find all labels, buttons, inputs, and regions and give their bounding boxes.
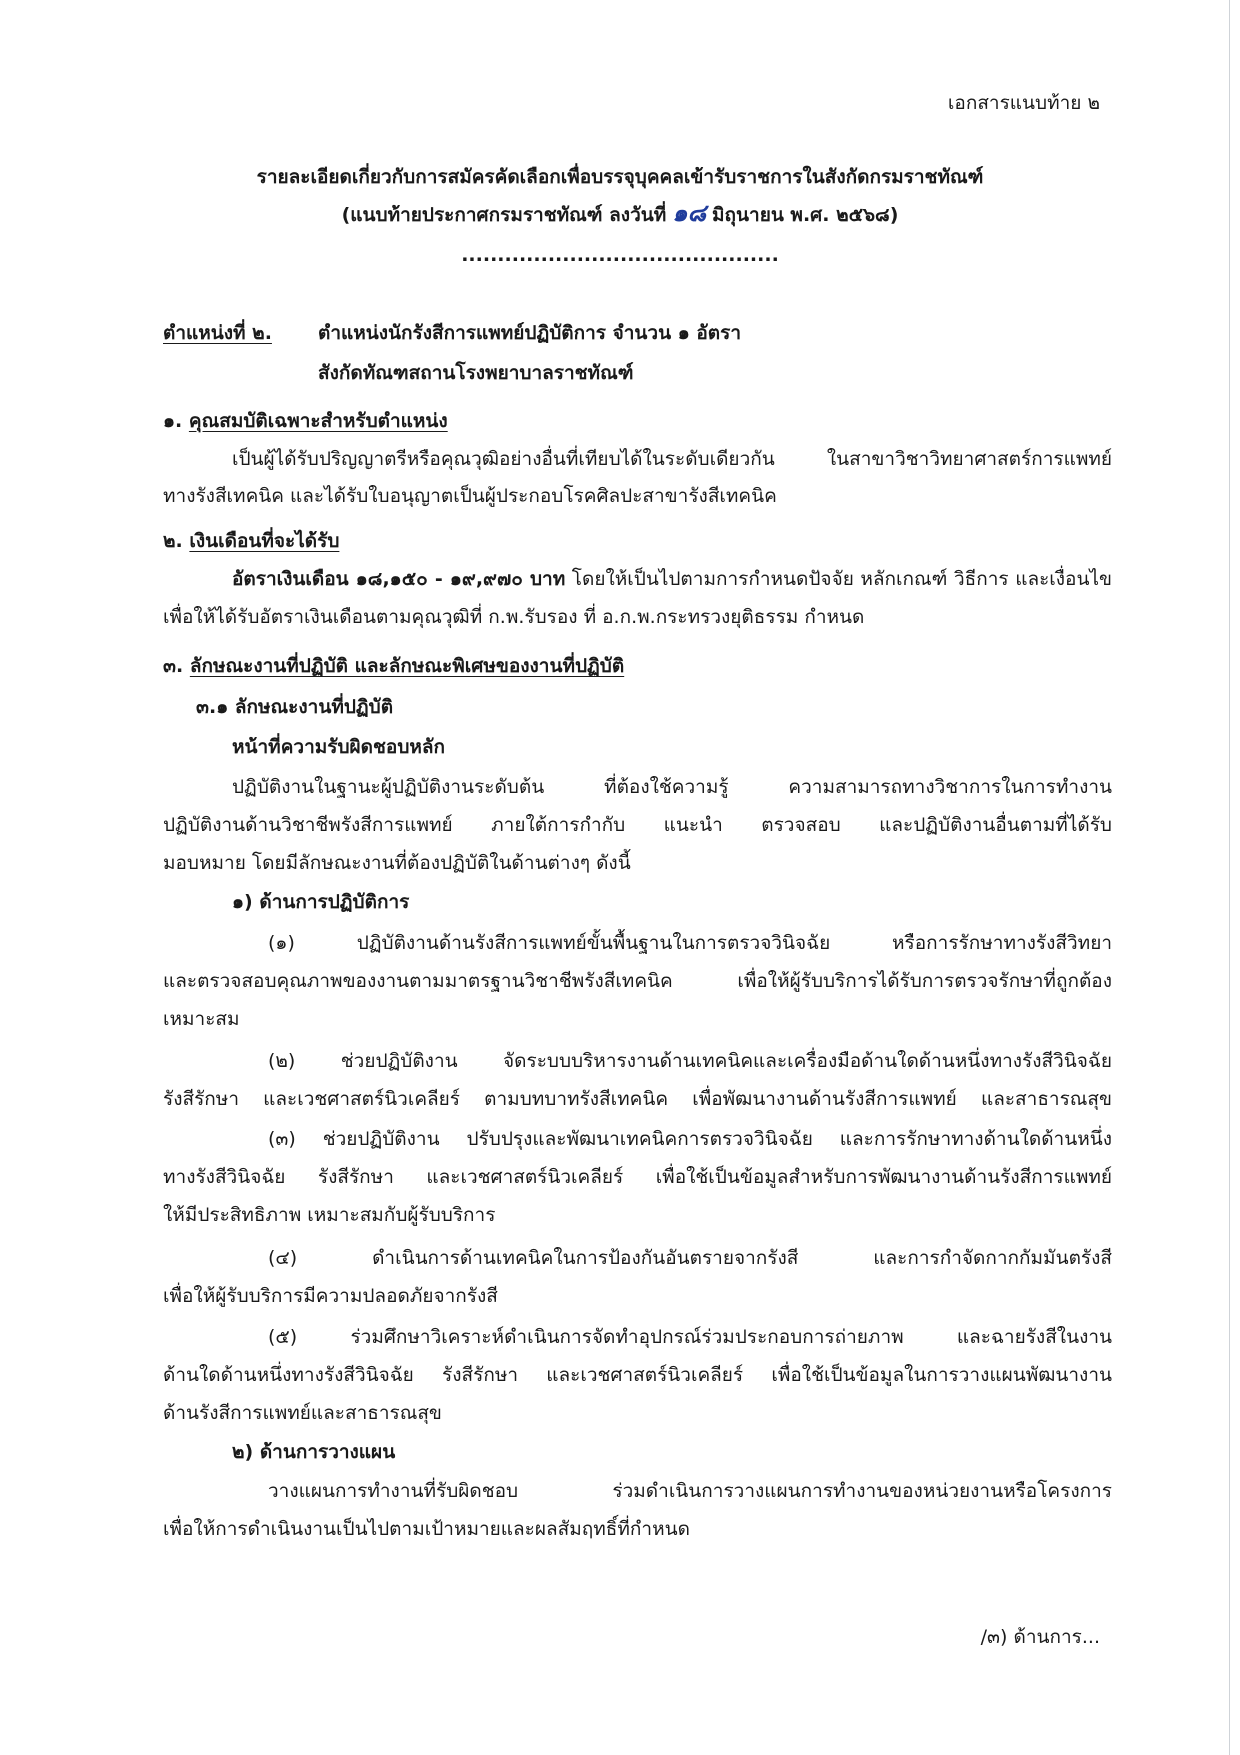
sec3-num: ๓. xyxy=(163,655,184,677)
plan-line-2: เพื่อให้การดำเนินงานเป็นไปตามเป้าหมายและผลสัมฤทธิ์ที่กำหนด xyxy=(163,1518,690,1540)
title-suffix: มิถุนายน พ.ศ. ๒๕๖๘) xyxy=(712,204,899,226)
sec2-line-2: เพื่อให้ได้รับอัตราเงินเดือนตามคุณวุฒิที่ ก.พ.รับรอง ที่ อ.ก.พ.กระทรวงยุติธรรม กำหนด xyxy=(163,606,865,628)
item3-line-3: ให้มีประสิทธิภาพ เหมาะสมกับผู้รับบริการ xyxy=(163,1204,496,1226)
sec3-heading xyxy=(163,651,624,681)
intro-line-1: ปฏิบัติงานในฐานะผู้ปฏิบัติงานระดับต้น ที่ต้องใช้ความรู้ ความสามารถทางวิชาการในการทำงาน xyxy=(232,776,1112,798)
position-label: ตำแหน่งที่ ๒. xyxy=(163,322,272,344)
salary-condition: โดยให้เป็นไปตามการกำหนดปัจจัย หลักเกณฑ์ วิธีการ และเงื่อนไข xyxy=(571,568,1113,590)
item5-line-3: ด้านรังสีการแพทย์และสาธารณสุข xyxy=(163,1402,442,1424)
item1-line-2: และตรวจสอบคุณภาพของงานตามมาตรฐานวิชาชีพรังสีเทคนิค เพื่อให้ผู้รับบริการได้รับการตรวจรักษาที่ถูกต้อง xyxy=(163,970,1112,992)
sec3-1-heading: ๓.๑ ลักษณะงานที่ปฏิบัติ xyxy=(196,696,394,718)
area2-heading: ๒) ด้านการวางแผน xyxy=(232,1441,396,1463)
sec1-num: ๑. xyxy=(163,410,183,432)
annex-label: เอกสารแนบท้าย ๒ xyxy=(947,92,1100,114)
sec2-line-1 xyxy=(232,564,1112,594)
title-prefix: (แนบท้ายประกาศกรมราชทัณฑ์ ลงวันที่ xyxy=(341,204,667,226)
title-line-2 xyxy=(0,198,1240,230)
handwritten-date: ๑๘ xyxy=(672,198,707,227)
sec2-title: เงินเดือนที่จะได้รับ xyxy=(189,530,340,552)
sec2-heading xyxy=(163,526,339,556)
item2-line-1: (๒) ช่วยปฏิบัติงาน จัดระบบบริหารงานด้านเทคนิคและเครื่องมือด้านใดด้านหนึ่งทางรังสีวินิจฉัย xyxy=(268,1050,1112,1072)
item4-line-2: เพื่อให้ผู้รับบริการมีความปลอดภัยจากรังสี xyxy=(163,1285,498,1307)
item2-line-2: รังสีรักษา และเวชศาสตร์นิวเคลียร์ ตามบทบาทรังสีเทคนิค เพื่อพัฒนางานด้านรังสีการแพทย์ และสาธารณสุข xyxy=(163,1088,1112,1110)
salary-range: อัตราเงินเดือน ๑๘,๑๕๐ - ๑๙,๙๗๐ บาท xyxy=(232,568,566,590)
sec1-title: คุณสมบัติเฉพาะสำหรับตำแหน่ง xyxy=(188,410,448,432)
item5-line-2: ด้านใดด้านหนึ่งทางรังสีวินิจฉัย รังสีรักษา และเวชศาสตร์นิวเคลียร์ เพื่อใช้เป็นข้อมูลในการวางแผนพัฒนางาน xyxy=(163,1364,1112,1386)
item1-line-1: (๑) ปฏิบัติงานด้านรังสีการแพทย์ขั้นพื้นฐานในการตรวจวินิจฉัย หรือการรักษาทางรังสีวิทยา xyxy=(268,932,1112,954)
position-line-1: ตำแหน่งนักรังสีการแพทย์ปฏิบัติการ จำนวน ๑ อัตรา xyxy=(318,322,741,344)
sec1-line-1: เป็นผู้ได้รับปริญญาตรีหรือคุณวุฒิอย่างอื่นที่เทียบได้ในระดับเดียวกัน ในสาขาวิชาวิทยาศาสตร์การแพทย์ xyxy=(232,448,1112,470)
sec3-title: ลักษณะงานที่ปฏิบัติ และลักษณะพิเศษของงานที่ปฏิบัติ xyxy=(189,655,625,677)
sec2-num: ๒. xyxy=(163,530,183,552)
title-line-1: รายละเอียดเกี่ยวกับการสมัครคัดเลือกเพื่อบรรจุบุคคลเข้ารับราชการในสังกัดกรมราชทัณฑ์ xyxy=(256,166,984,188)
sec1-line-2: ทางรังสีเทคนิค และได้รับใบอนุญาตเป็นผู้ประกอบโรคศิลปะสาขารังสีเทคนิค xyxy=(163,485,777,507)
item5-line-1: (๕) ร่วมศึกษาวิเคราะห์ดำเนินการจัดทำอุปกรณ์ร่วมประกอบการถ่ายภาพ และฉายรังสีในงาน xyxy=(268,1326,1112,1348)
plan-line-1: วางแผนการทำงานที่รับผิดชอบ ร่วมดำเนินการวางแผนการทำงานของหน่วยงานหรือโครงการ xyxy=(268,1480,1112,1502)
position-line-2: สังกัดทัณฑสถานโรงพยาบาลราชทัณฑ์ xyxy=(318,362,634,384)
intro-line-3: มอบหมาย โดยมีลักษณะงานที่ต้องปฏิบัติในด้านต่างๆ ดังนี้ xyxy=(163,852,631,874)
sec1-heading xyxy=(163,406,448,436)
intro-line-2: ปฏิบัติงานด้านวิชาชีพรังสีการแพทย์ ภายใต้การกำกับ แนะนำ ตรวจสอบ และปฏิบัติงานอื่นตามที่ได้รับ xyxy=(163,814,1112,836)
item4-line-1: (๔) ดำเนินการด้านเทคนิคในการป้องกันอันตรายจากรังสี และการกำจัดกากกัมมันตรังสี xyxy=(268,1247,1112,1269)
title-dots: ............................................ xyxy=(461,244,779,266)
item3-line-2: ทางรังสีวินิจฉัย รังสีรักษา และเวชศาสตร์นิวเคลียร์ เพื่อใช้เป็นข้อมูลสำหรับการพัฒนางานด้านรังสีการแพทย์ xyxy=(163,1166,1112,1188)
continuation-marker: /๓) ด้านการ... xyxy=(980,1626,1100,1648)
area1-heading: ๑) ด้านการปฏิบัติการ xyxy=(232,891,410,913)
item1-line-3: เหมาะสม xyxy=(163,1008,240,1030)
item3-line-1: (๓) ช่วยปฏิบัติงาน ปรับปรุงและพัฒนาเทคนิคการตรวจวินิจฉัย และการรักษาทางด้านใดด้านหนึ่ง xyxy=(268,1128,1112,1150)
duty-heading: หน้าที่ความรับผิดชอบหลัก xyxy=(232,736,446,758)
